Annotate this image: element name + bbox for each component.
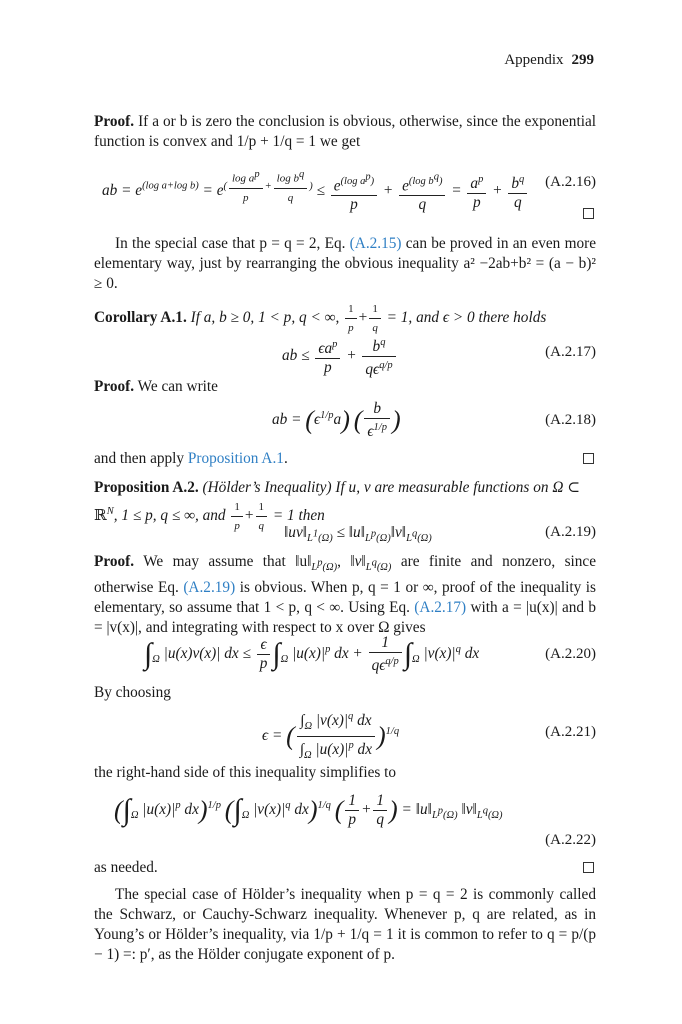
apply-proposition-line [94, 449, 596, 469]
corollary-text-end: = 1, and ϵ > 0 there holds [386, 309, 547, 327]
equation-link[interactable]: (A.2.15) [349, 235, 402, 252]
equation-a221 [94, 708, 596, 762]
proof-label: Proof. [94, 378, 135, 395]
proof-paragraph-3: Proof. We may assume that $‖u‖_{L^p(\Omega)}$, $‖v‖_{L^q(\Omega)}$ are finite and nonzero, since otherwise Eq. (A.2.19) is obvious. When p, q = 1 or ∞, proof of the inequality is elementary, so assume that 1 < p, q < ∞. Using Eq. (A.2.17) with a = |u(x)| and b = |v(x)|, and integrating with respect to x over Ω gives [94, 553, 597, 637]
proposition-link[interactable]: Proposition A.1 [187, 450, 284, 467]
equation-link[interactable]: (A.2.19) [183, 579, 236, 597]
corollary-statement: Corollary A.1. If a, b ≥ 0, 1 < p, q < ∞, $\frac{1}{p}$ + $\frac{1}{q}$ = 1, and ϵ > 0 there holds [94, 300, 596, 337]
equation-a217 [94, 334, 596, 379]
qed-box [583, 208, 594, 219]
equation-number: (A.2.16) [545, 174, 596, 190]
equation-a220 [94, 634, 596, 678]
equation-number: (A.2.21) [545, 724, 596, 740]
proof-text: We can write [137, 378, 218, 395]
proposition-label: Proposition A.2. [94, 479, 199, 496]
qed-box [583, 453, 594, 464]
equation-body: ab = $e^{(log a+log b)} = e^{( \frac{\log a^p}{p} + \frac{\log b^q}{q} )}$ ≤ $\frac{e^{(log a^p)}}{p}$ + $\frac{e^{(log b^q)}}{q}$ = $\frac{a^p}{p}$ + $\frac{b^q}{q}$ [102, 166, 529, 214]
proof-paragraph-1 [94, 112, 596, 152]
equation-body: $‖uv‖_{L^1(\Omega)}$ ≤ $‖u‖_{L^p(\Omega)}‖v‖_{L^q(\Omega)}$ [284, 524, 432, 545]
running-header [504, 52, 594, 69]
equation-body: ab ≤ $\frac{\epsilon a^p}{p}$ + $\frac{b^q}{q\epsilon^{q/p}}$ [282, 334, 398, 379]
equation-body: ab = $(\epsilon^{1/p}a)$ ( $\frac{b}{\epsilon^{1/p}}$ ) [272, 400, 401, 441]
equation-number: (A.2.22) [545, 832, 596, 848]
corollary-label: Corollary A.1. [94, 309, 187, 327]
proof-label: Proof. [94, 553, 135, 570]
proposition-rn: ℝ [94, 507, 107, 525]
equation-a218 [94, 400, 596, 440]
equation-number: (A.2.17) [545, 344, 596, 360]
proof-text: If a or b is zero the conclusion is obvious, otherwise, since the exponential function is convex and 1/p + 1/q = 1 we get [94, 113, 596, 150]
section-label: Appendix [504, 52, 564, 68]
rhs-simplifies-line: the right-hand side of this inequality simplifies to [94, 764, 397, 781]
equation-body: ($\int_\Omega$ $|u(x)|^p$ dx)$^{1/p}$ ($\int_\Omega$ $|v(x)|^q$ dx)$^{1/q}$ ( $\frac{1}{p}$ + $\frac{1}{q}$ ) = $‖u‖_{L^p(\Omega)}$ $‖v‖_{L^q(\Omega)}$ [114, 792, 503, 828]
proof-label: Proof. [94, 113, 135, 130]
equation-a222 [94, 792, 596, 852]
paragraph-text: In the special case that p = q = 2, Eq. [115, 235, 350, 252]
proof-text: is obvious. When p, q = 1 or ∞, proof of the inequality is elementary, so assume that 1 < p, q < ∞. Using Eq. [94, 579, 596, 617]
paragraph-text: can be proved in an even more elementary way, just by rearranging the obvious inequality a² −2ab+b² = (a − b)² ≥ 0. [94, 235, 596, 292]
final-paragraph: The special case of Hölder’s inequality when p = q = 2 is commonly called the Schwarz, or Cauchy-Schwarz inequality. Whenever p, q are related, as in Young’s or Hölder’s inequality, via 1/p + 1/q = 1 it is common to refer to q = p/(p − 1) =: p′, as the Hölder conjugate exponent of p. [94, 886, 596, 963]
proposition-text-2: , 1 ≤ p, q ≤ ∞, and [113, 507, 226, 525]
paragraph-text: and then apply [94, 450, 188, 467]
proposition-text: If u, v are measurable functions on Ω ⊂ [335, 479, 581, 496]
proof-text: with a = |u(x)| and b = |v(x)|, and integrating with respect to x over Ω gives [94, 599, 597, 637]
special-case-paragraph [94, 234, 596, 294]
corollary-text: If a, b ≥ 0, 1 < p, q < ∞, [190, 309, 340, 327]
page-number: 299 [571, 52, 594, 68]
proof-text: are finite and nonzero, since otherwise Eq. [94, 553, 597, 597]
equation-a216 [94, 162, 596, 214]
qed-box [583, 862, 594, 873]
proposition-statement: Proposition A.2. (Hölder’s Inequality) If u, v are measurable functions on Ω ⊂ ℝ$^N$, 1 ≤ p, q ≤ ∞, and $\frac{1}{p}$ + $\frac{1}{q}$ = 1 then [94, 479, 581, 532]
by-choosing-line: By choosing [94, 684, 171, 701]
proof-paragraph-2 [94, 377, 596, 397]
equation-body: $\int_\Omega$ |u(x)v(x)| dx ≤ $\frac{\epsilon}{p}$ $\int_\Omega$ $|u(x)|^p$ dx + $\frac{1}{q\epsilon^{q/p}}$ $\int_\Omega$ $|v(x)|^q$ dx [144, 634, 480, 675]
proposition-title: (Hölder’s Inequality) [202, 479, 332, 496]
equation-number: (A.2.18) [545, 412, 596, 428]
paragraph-text: . [283, 450, 288, 467]
equation-body: ϵ = ( $\frac{\int_\Omega |v(x)|^q dx}{\int_\Omega |u(x)|^p dx}$ )$^{1/q}$ [262, 708, 399, 765]
equation-number: (A.2.20) [545, 646, 596, 662]
equation-link[interactable]: (A.2.17) [414, 599, 467, 617]
equation-a219 [94, 524, 596, 548]
proposition-text-end: = 1 then [272, 507, 325, 525]
as-needed-line: as needed. [94, 859, 158, 876]
equation-number: (A.2.19) [545, 524, 596, 540]
proof-text: We may assume that ‖u‖ [143, 553, 312, 570]
